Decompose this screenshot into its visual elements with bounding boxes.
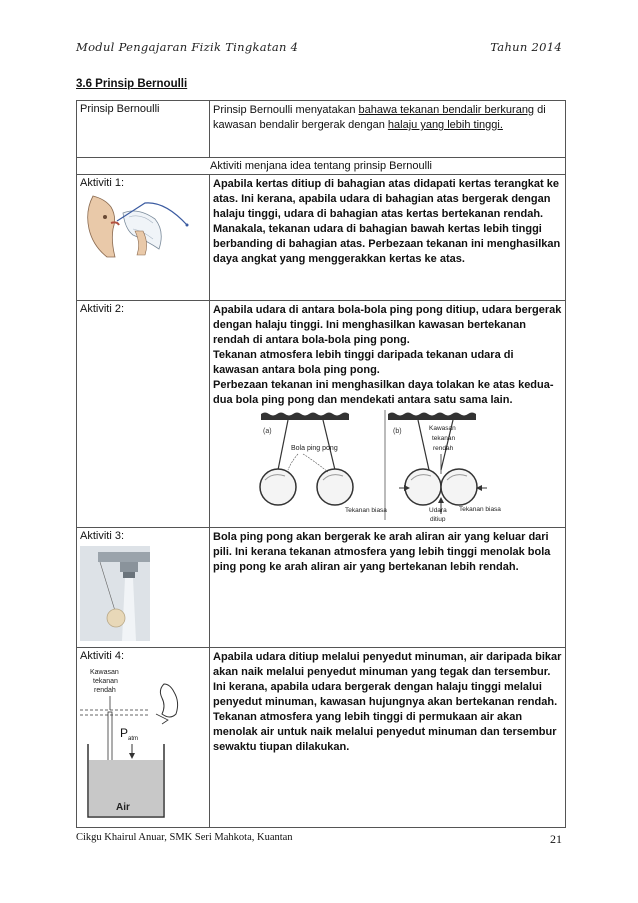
activity-1-text-cell	[210, 175, 566, 301]
fig4-kawasan-2: tekanan	[93, 678, 118, 685]
fig4-kawasan-1: Kawasan	[90, 669, 119, 676]
activity-3-label: Aktiviti 3:	[80, 530, 125, 542]
footer-author: Cikgu Khairul Anuar, SMK Seri Mahkota, Kuantan	[76, 832, 293, 843]
activity-3-left	[77, 528, 210, 648]
activity-4-label: Aktiviti 4:	[80, 650, 125, 662]
fig-udara-2: ditiup	[430, 516, 446, 522]
section-title: 3.6 Prinsip Bernoulli	[76, 78, 188, 90]
fig-label-b: (b)	[393, 428, 402, 435]
principle-text-cell	[210, 101, 566, 158]
activity-2-line-3: Perbezaan tekanan ini menghasilkan daya tolakan ke atas kedua-dua bola ping pong dan mendekati antara satu sama lain.	[213, 379, 554, 406]
fig4-kawasan-3: rendah	[94, 687, 116, 694]
principle-text-b: bahawa tekanan bendalir berkurang	[358, 104, 535, 116]
fig-tekanan-biasa-1: Tekanan biasa	[345, 507, 387, 514]
activity-1-line-2: Manakala, tekanan udara di bahagian bawah kertas lebih tinggi berbanding di bahagian atas. Perbezaan tekanan ini menghasilkan daya angkat yang menggerakkan kertas ke atas.	[213, 223, 561, 265]
bernoulli-table	[76, 100, 566, 828]
fig-kawasan-1: Kawasan	[429, 425, 456, 432]
header-year: Tahun 2014	[490, 40, 562, 54]
principle-text-a: Prinsip Bernoulli menyatakan	[213, 104, 359, 116]
fig-kawasan-2: tekanan	[432, 435, 456, 442]
fig4-air-label: Air	[116, 802, 130, 813]
fig-label-a: (a)	[263, 428, 272, 435]
activity-2-left	[77, 301, 210, 528]
activity-2-line-1: Apabila udara di antara bola-bola ping pong ditiup, udara bergerak dengan halaju tinggi. Ini menghasilkan kawasan bertekanan rendah di antara bola-bola ping pong.	[213, 304, 562, 346]
straw-beaker-illustration	[80, 662, 190, 822]
activities-heading-row	[77, 158, 566, 175]
principle-label: Prinsip Bernoulli	[80, 103, 160, 115]
activity-1-label: Aktiviti 1:	[80, 177, 125, 189]
activity-row-2	[77, 301, 566, 528]
header-module-title: Modul Pengajaran Fizik Tingkatan 4	[76, 40, 299, 54]
activity-2-text-cell	[210, 301, 566, 528]
page-number: 21	[550, 832, 562, 846]
activity-4-text-cell	[210, 648, 566, 828]
fig4-atm-label: atm	[128, 736, 139, 742]
activity-4-line-1: Apabila udara ditiup melalui penyedut minuman, air daripada bikar akan naik melalui penyedut minuman yang tegak dan tersembur.	[213, 651, 562, 678]
blowing-paper-illustration	[83, 191, 193, 261]
fig-tekanan-biasa-2: Tekanan biasa	[459, 506, 501, 513]
activity-1-left	[77, 175, 210, 301]
activity-4-line-2: Ini kerana, apabila udara bergerak dengan halaju tinggi melalui penyedut minuman, kawasan hujungnya akan bertekanan rendah.	[213, 681, 558, 708]
activity-2-label: Aktiviti 2:	[80, 303, 125, 315]
activity-row-1	[77, 175, 566, 301]
activity-4-left	[77, 648, 210, 828]
fig4-p-label: P	[120, 726, 129, 740]
activity-4-line-3: Tekanan atmosfera yang lebih tinggi di permukaan air akan menolak air untuk naik melalui penyedut minuman dan tersembur sewaktu tiupan dilakukan.	[213, 711, 557, 753]
activity-3-line-1: Bola ping pong akan bergerak ke arah aliran air yang keluar dari pili. Ini kerana tekanan atmosfera yang lebih tinggi menolak bola ping pong ke arah aliran air yang bertekanan lebih rendah.	[213, 531, 551, 573]
activity-1-line-1: Apabila kertas ditiup di bahagian atas didapati kertas terangkat ke atas. Ini kerana, apabila udara di bahagian atas bergerak dengan halaju tinggi, udara di bahagian atas kertas bertekanan rendah.	[213, 178, 559, 220]
activity-row-3	[77, 528, 566, 648]
fig-kawasan-3: rendah	[433, 445, 454, 452]
principle-label-cell	[77, 101, 210, 158]
activity-3-text-cell	[210, 528, 566, 648]
principle-text-c: di kawasan bendalir bergerak dengan	[213, 104, 546, 131]
principle-row	[77, 101, 566, 158]
activities-heading: Aktiviti menjana idea tentang prinsip Bernoulli	[77, 158, 566, 175]
fig-label-bola: Bola ping pong	[291, 445, 338, 452]
tap-ball-illustration	[80, 546, 150, 641]
activity-2-line-2: Tekanan atmosfera lebih tinggi daripada tekanan udara di kawasan antara bola ping pong.	[213, 349, 514, 376]
fig-udara-1: Udara	[429, 507, 447, 514]
principle-text-d: halaju yang lebih tinggi.	[387, 119, 503, 131]
ping-pong-figure	[203, 410, 503, 522]
activity-row-4	[77, 648, 566, 828]
